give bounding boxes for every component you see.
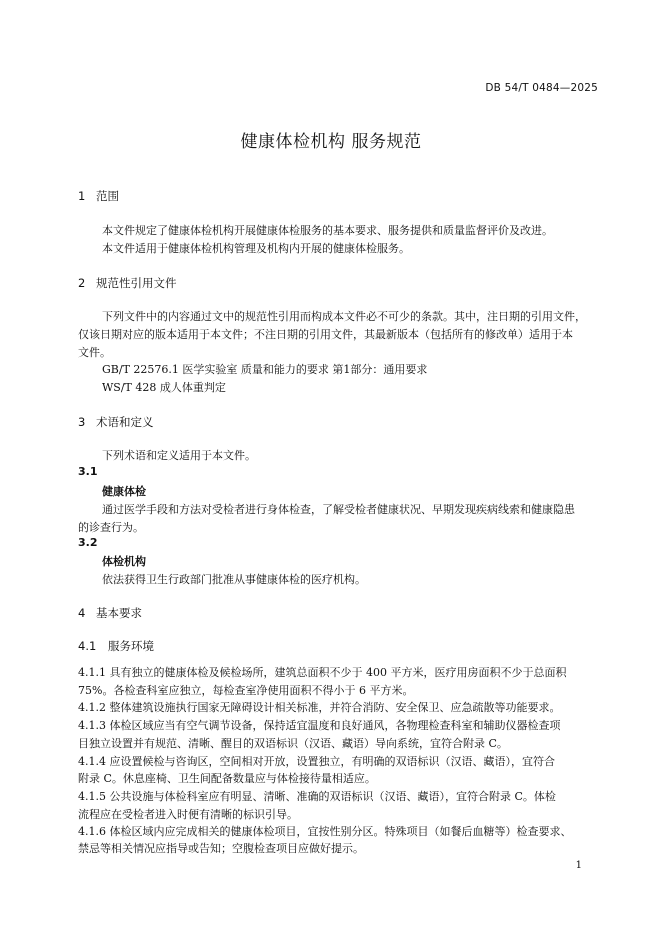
section-1-heading [78, 188, 119, 204]
clause-line: 4.1.5 公共设施与体检科室应有明显、清晰、准确的双语标识（汉语、藏语），宜符合附录 C。体检 [78, 790, 556, 803]
document-code: DB 54/T 0484—2025 [485, 82, 598, 94]
clause-line: 附录 C。休息座椅、卫生间配备数量应与体检接待量相适应。 [78, 772, 376, 785]
section-title: 规范性引用文件 [96, 276, 177, 290]
section-title: 范围 [96, 189, 119, 203]
clause-line: 目独立设置并有规范、清晰、醒目的双语标识（汉语、藏语）导向系统，宜符合附录 C。 [78, 737, 508, 750]
subsection-number: 4.1 [78, 639, 97, 653]
reference-item: GB/T 22576.1 医学实验室 质量和能力的要求 第1部分：通用要求 [102, 363, 428, 376]
paragraph-line: 下列术语和定义适用于本文件。 [102, 449, 256, 462]
section-2-heading [78, 275, 177, 291]
paragraph-line: 本文件适用于健康体检机构管理及机构内开展的健康体检服务。 [102, 242, 410, 255]
section-number: 3 [78, 415, 86, 429]
term-number: 3.2 [78, 536, 98, 549]
term-definition-line: 依法获得卫生行政部门批准从事健康体检的医疗机构。 [102, 573, 366, 586]
section-number: 1 [78, 189, 86, 203]
section-title: 基本要求 [96, 606, 142, 620]
paragraph-line: 下列文件中的内容通过文中的规范性引用而构成本文件必不可少的条款。其中，注日期的引用文件， [102, 310, 586, 323]
paragraph-line: 仅该日期对应的版本适用于本文件；不注日期的引用文件，其最新版本（包括所有的修改单）适用于本 [78, 328, 573, 341]
page-title: 健康体检机构 服务规范 [240, 132, 422, 152]
paragraph-line: 文件。 [78, 346, 111, 359]
clause-line: 4.1.4 应设置候检与咨询区，空间相对开放，设置独立，有明确的双语标识（汉语、藏语），宜符合 [78, 755, 555, 768]
subsection-title: 服务环境 [108, 639, 154, 653]
term-definition-line: 的诊查行为。 [78, 521, 144, 534]
section-number: 4 [78, 606, 86, 620]
reference-item: WS/T 428 成人体重判定 [102, 381, 226, 394]
term-definition-line: 通过医学手段和方法对受检者进行身体检查，了解受检者健康状况、早期发现疾病线索和健康隐患 [102, 503, 575, 516]
page-number: 1 [575, 860, 582, 871]
term-name: 健康体检 [102, 485, 146, 498]
section-number: 2 [78, 276, 86, 290]
clause-line: 流程应在受检者进入时便有清晰的标识引导。 [78, 808, 298, 821]
paragraph-line: 本文件规定了健康体检机构开展健康体检服务的基本要求、服务提供和质量监督评价及改进。 [102, 224, 553, 237]
subsection-4-1-heading [78, 638, 154, 654]
clause-line: 4.1.2 整体建筑设施执行国家无障碍设计相关标准，并符合消防、安全保卫、应急疏散等功能要求。 [78, 701, 561, 714]
clause-line: 4.1.6 体检区域内应完成相关的健康体检项目，宜按性别分区。特殊项目（如餐后血糖等）检查要求、 [78, 825, 572, 838]
term-number: 3.1 [78, 465, 98, 478]
clause-line: 禁忌等相关情况应指导或告知；空腹检查项目应做好提示。 [78, 842, 364, 855]
term-name: 体检机构 [102, 555, 146, 568]
clause-line: 4.1.3 体检区域应当有空气调节设备，保持适宜温度和良好通风，各物理检查科室和辅助仪器检查项 [78, 719, 561, 732]
clause-line: 75%。各检查科室应独立，每检查室净使用面积不得小于 6 平方米。 [78, 684, 414, 697]
section-title: 术语和定义 [96, 415, 154, 429]
section-3-heading [78, 414, 154, 430]
clause-line: 4.1.1 具有独立的健康体检及候检场所，建筑总面积不少于 400 平方米，医疗用房面积不少于总面积 [78, 666, 567, 679]
section-4-heading [78, 605, 142, 621]
